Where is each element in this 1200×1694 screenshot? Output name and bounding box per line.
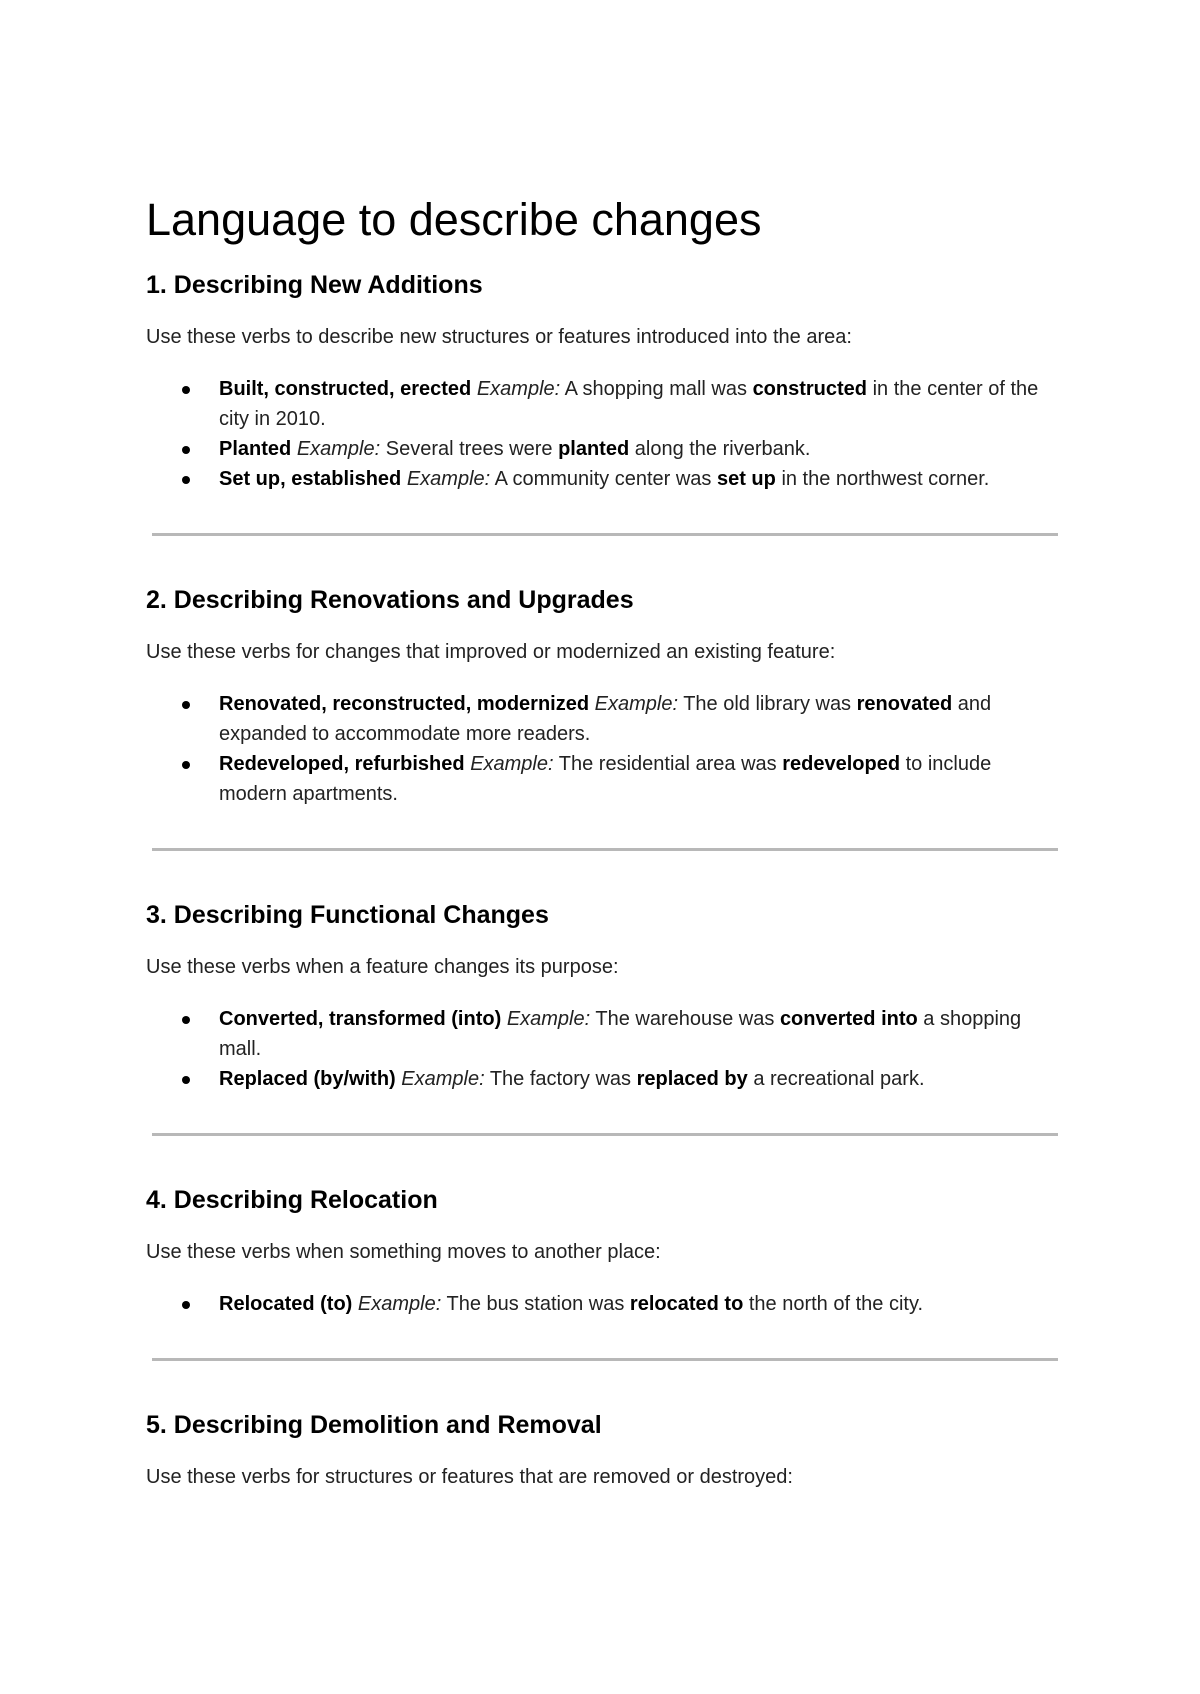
page-title: Language to describe changes: [146, 194, 762, 245]
list-item: [219, 689, 1060, 749]
section-heading: 1. Describing New Additions: [146, 271, 483, 299]
verb-list: [146, 689, 1060, 809]
section-functional-changes: [146, 898, 1060, 1094]
example-label: Example:: [401, 1068, 485, 1090]
list-item: [219, 434, 1060, 464]
section-heading: 2. Describing Renovations and Upgrades: [146, 586, 634, 614]
section-intro: Use these verbs when a feature changes its purpose:: [146, 956, 619, 978]
section-heading: 4. Describing Relocation: [146, 1186, 438, 1214]
example-key-verb: constructed: [752, 378, 868, 400]
example-key-verb: planted: [558, 438, 630, 460]
example-label: Example:: [470, 753, 554, 775]
section-new-additions: [146, 268, 1060, 494]
section-heading: 5. Describing Demolition and Removal: [146, 1411, 602, 1439]
verbs-label: Planted: [219, 438, 292, 460]
list-item: [219, 374, 1060, 434]
example-text-pre: The warehouse was: [595, 1008, 775, 1030]
list-item: [219, 1004, 1060, 1064]
section-divider: [152, 1133, 1058, 1136]
example-label: Example:: [406, 468, 491, 490]
example-label: Example:: [506, 1008, 591, 1030]
list-item: [219, 464, 1060, 494]
verbs-label: Relocated (to): [219, 1293, 353, 1315]
example-text-pre: The residential area was: [558, 753, 777, 775]
example-text-post: and expanded to accommodate more readers.: [219, 693, 992, 745]
section-relocation: [146, 1183, 1060, 1319]
list-item: [219, 1064, 1060, 1094]
section-intro: Use these verbs for structures or features that are removed or destroyed:: [146, 1466, 793, 1488]
verbs-label: Replaced (by/with): [219, 1068, 396, 1090]
verb-list: [146, 374, 1060, 494]
verbs-label: Converted, transformed (into): [219, 1008, 502, 1030]
example-text-pre: A shopping mall was: [564, 378, 747, 400]
section-demolition: [146, 1408, 1060, 1492]
example-key-verb: renovated: [856, 693, 953, 715]
example-label: Example:: [476, 378, 561, 400]
section-divider: [152, 533, 1058, 536]
verbs-label: Redeveloped, refurbished: [219, 753, 465, 775]
example-label: Example:: [594, 693, 679, 715]
example-text-pre: Several trees were: [385, 438, 553, 460]
example-label: Example:: [357, 1293, 442, 1315]
example-text-post: a shopping mall.: [219, 1008, 1022, 1060]
section-renovations: [146, 583, 1060, 809]
verbs-label: Built, constructed, erected: [219, 378, 472, 400]
example-key-verb: converted into: [779, 1008, 918, 1030]
example-label: Example:: [296, 438, 381, 460]
example-text-post: in the center of the city in 2010.: [219, 378, 1039, 430]
section-heading: 3. Describing Functional Changes: [146, 901, 549, 929]
verbs-label: Set up, established: [219, 468, 402, 490]
section-intro: Use these verbs when something moves to another place:: [146, 1241, 661, 1263]
list-item: [219, 1289, 1060, 1319]
section-divider: [152, 1358, 1058, 1361]
section-intro: Use these verbs for changes that improved or modernized an existing feature:: [146, 641, 836, 663]
example-text-post: to include modern apartments.: [219, 753, 992, 805]
example-key-verb: set up: [716, 468, 776, 490]
example-key-verb: relocated to: [629, 1293, 744, 1315]
example-text-pre: The factory was: [489, 1068, 632, 1090]
verb-list: [146, 1289, 1060, 1319]
example-text-post: a recreational park.: [753, 1068, 925, 1090]
example-key-verb: replaced by: [636, 1068, 748, 1090]
section-divider: [152, 848, 1058, 851]
example-text-post: the north of the city.: [748, 1293, 924, 1315]
example-text-post: in the northwest corner.: [781, 468, 990, 490]
list-item: [219, 749, 1060, 809]
example-text-pre: A community center was: [494, 468, 712, 490]
verbs-label: Renovated, reconstructed, modernized: [219, 693, 590, 715]
document-page: [146, 190, 1060, 1514]
verb-list: [146, 1004, 1060, 1094]
example-text-post: along the riverbank.: [634, 438, 811, 460]
example-text-pre: The bus station was: [446, 1293, 625, 1315]
example-key-verb: redeveloped: [782, 753, 901, 775]
example-text-pre: The old library was: [683, 693, 852, 715]
section-intro: Use these verbs to describe new structures or features introduced into the area:: [146, 326, 852, 348]
